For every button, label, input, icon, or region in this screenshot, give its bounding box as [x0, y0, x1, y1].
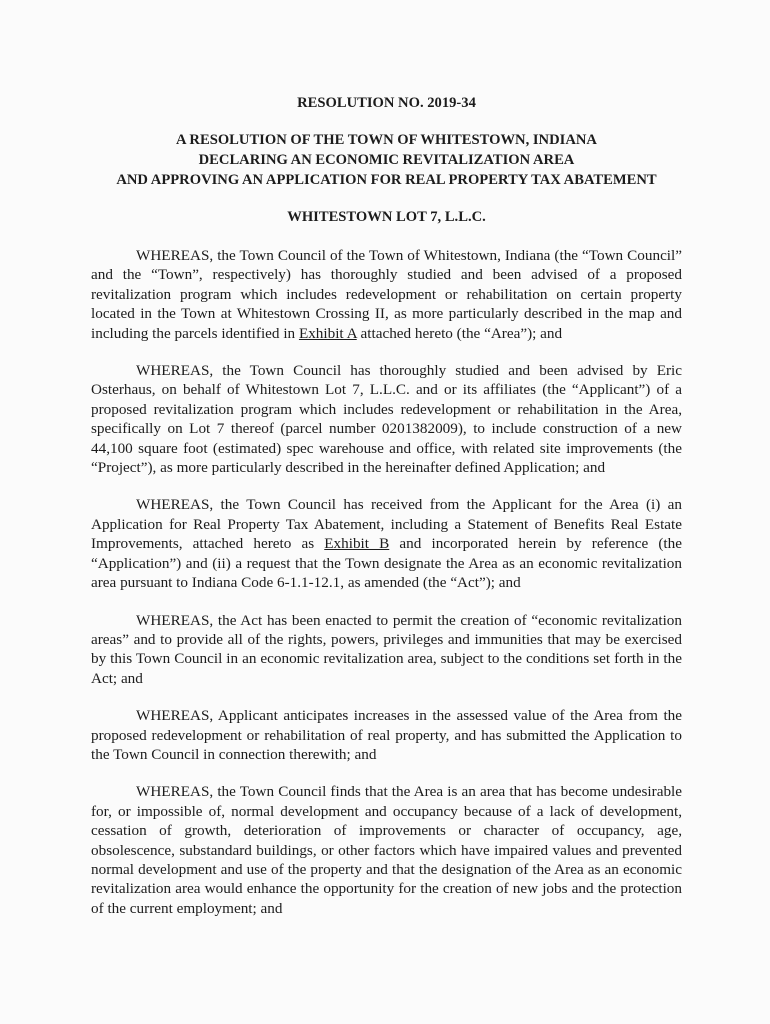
paragraph-text: WHEREAS, Applicant anticipates increases in the assessed value of the Area from the proposed redevelopment or rehabilitation of real property, and has submitted the Application to the Town Council in connection therewith; and: [91, 707, 682, 763]
subtitle-line: DECLARING AN ECONOMIC REVITALIZATION AREA: [198, 152, 575, 168]
paragraph-whereas-5: [91, 706, 682, 764]
exhibit-b-reference: Exhibit B: [324, 535, 390, 553]
paragraph-whereas-6: [91, 782, 682, 918]
subtitle-line: AND APPROVING AN APPLICATION FOR REAL PROPERTY TAX ABATEMENT: [116, 172, 657, 188]
paragraph-text: WHEREAS, the Town Council has received from the Applicant for the Area (i) an Application for Real Property Tax Abatement, including a Statement of Benefits Real Estate Improvements, attached hereto as: [91, 496, 682, 553]
paragraph-text: WHEREAS, the Town Council has thoroughly studied and been advised by Eric Osterhaus, on behalf of Whitestown Lot 7, L.L.C. and or its affiliates (the “Applicant”) of a proposed revitalization program which includes redevelopment or rehabilitation in the Area, specifically on Lot 7 thereof (parcel number 0201382009), to include construction of a new 44,100 square foot (estimated) spec warehouse and office, with related site improvements (the “Project”), as more particularly described in the hereinafter defined Application; and: [91, 362, 682, 477]
paragraph-text: WHEREAS, the Town Council of the Town of Whitestown, Indiana (the “Town Council” and the “Town”, respectively) has thoroughly studied and been advised of a proposed revitalization program which includes redevelopment or rehabilitation on certain property located in the Town at Whitestown Crossing II, as more particularly described in the map and including the parcels identified in: [91, 247, 682, 342]
resolution-number: RESOLUTION NO. 2019-34: [297, 95, 476, 111]
paragraph-text: and incorporated herein by reference (the “Application”) and (ii) a request that the Town designate the Area as an economic revitalization area pursuant to Indiana Code 6-1.1-12.1, as amended (the “Act”); and: [91, 535, 682, 592]
paragraph-text: attached hereto (the “Area”); and: [356, 324, 563, 342]
paragraph-whereas-4: [91, 611, 682, 689]
paragraph-text: WHEREAS, the Act has been enacted to permit the creation of “economic revitalization areas” and to provide all of the rights, powers, privileges and immunities that may be exercised by this Town Council in an economic revitalization area, subject to the conditions set forth in the Act; and: [91, 611, 682, 687]
subtitle-line: A RESOLUTION OF THE TOWN OF WHITESTOWN, INDIANA: [176, 132, 597, 148]
resolution-subtitle: [91, 130, 682, 190]
paragraph-text: WHEREAS, the Town Council finds that the Area is an area that has become undesirable for, or impossible of, normal development and occupancy because of a lack of development, cessation of growth, deterioration of improvements or character of occupancy, age, obsolescence, substandard buildings, or other factors which have impaired values and prevented normal development and use of the property and that the designation of the Area as an economic revitalization area would enhance the opportunity for the creation of new jobs and the protection of the current employment; and: [91, 783, 682, 917]
company-name: WHITESTOWN LOT 7, L.L.C.: [287, 209, 486, 225]
paragraph-whereas-1: [91, 246, 682, 343]
paragraph-whereas-3: [91, 495, 682, 592]
exhibit-a-reference: Exhibit A: [298, 324, 357, 342]
paragraph-whereas-2: [91, 361, 682, 477]
